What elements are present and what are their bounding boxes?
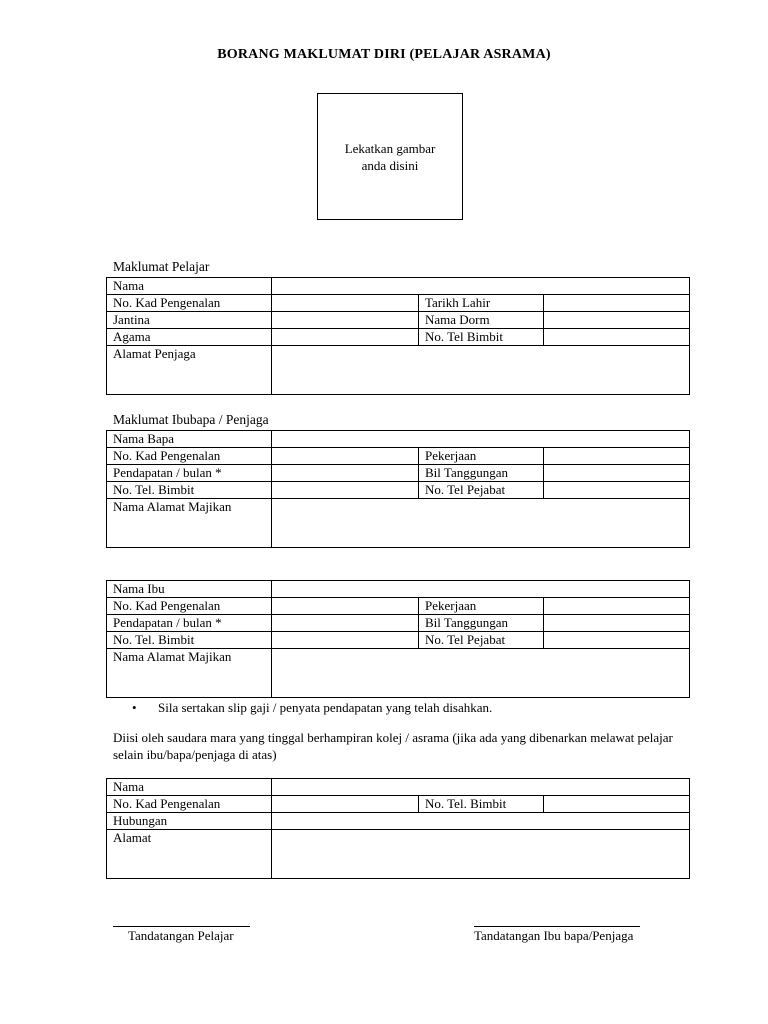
table-row <box>107 346 690 395</box>
bullet-icon: • <box>132 700 137 715</box>
field-guardian-address[interactable] <box>272 346 690 395</box>
label-mother-mobile: No. Tel. Bimbit <box>107 632 272 649</box>
table-row <box>107 295 690 312</box>
field-father-job[interactable] <box>544 448 690 465</box>
field-mother-dependents[interactable] <box>544 615 690 632</box>
field-religion[interactable] <box>272 329 419 346</box>
label-father-ic: No. Kad Pengenalan <box>107 448 272 465</box>
label-father-office: No. Tel Pejabat <box>419 482 544 499</box>
parent-section-heading: Maklumat Ibubapa / Penjaga <box>113 412 269 427</box>
mother-info-table <box>106 580 690 698</box>
relative-instructions: Diisi oleh saudara mara yang tinggal berhampiran kolej / asrama (jika ada yang dibenarkan melawat pelajar selain ibu/bapa/penjaga di atas) <box>113 730 673 762</box>
field-mother-office[interactable] <box>544 632 690 649</box>
field-relative-address[interactable] <box>272 830 690 879</box>
table-row <box>107 581 690 598</box>
table-row <box>107 499 690 548</box>
label-father-mobile: No. Tel. Bimbit <box>107 482 272 499</box>
table-row <box>107 448 690 465</box>
parent-signature-label: Tandatangan Ibu bapa/Penjaga <box>474 928 634 943</box>
field-father-office[interactable] <box>544 482 690 499</box>
field-mother-mobile[interactable] <box>272 632 419 649</box>
label-relative-ic: No. Kad Pengenalan <box>107 796 272 813</box>
form-title: BORANG MAKLUMAT DIRI (PELAJAR ASRAMA) <box>217 47 551 62</box>
field-father-income[interactable] <box>272 465 419 482</box>
label-gender: Jantina <box>107 312 272 329</box>
label-relative-name: Nama <box>107 779 272 796</box>
label-father-job: Pekerjaan <box>419 448 544 465</box>
field-gender[interactable] <box>272 312 419 329</box>
label-father-income: Pendapatan / bulan * <box>107 465 272 482</box>
table-row <box>107 482 690 499</box>
field-dob[interactable] <box>544 295 690 312</box>
student-info-table <box>106 277 690 395</box>
label-mother-office: No. Tel Pejabat <box>419 632 544 649</box>
label-relative-relation: Hubungan <box>107 813 272 830</box>
label-ic: No. Kad Pengenalan <box>107 295 272 312</box>
label-father-name: Nama Bapa <box>107 431 272 448</box>
label-relative-mobile: No. Tel. Bimbit <box>419 796 544 813</box>
student-signature-line[interactable] <box>113 926 250 927</box>
field-dorm[interactable] <box>544 312 690 329</box>
payslip-note-text: Sila sertakan slip gaji / penyata pendapatan yang telah disahkan. <box>158 700 493 715</box>
photo-placeholder-line2: anda disini <box>361 157 419 173</box>
photo-placeholder-box[interactable] <box>317 93 463 220</box>
father-info-table <box>106 430 690 548</box>
table-row <box>107 813 690 830</box>
field-mobile[interactable] <box>544 329 690 346</box>
field-mother-name[interactable] <box>272 581 690 598</box>
field-mother-income[interactable] <box>272 615 419 632</box>
field-nama[interactable] <box>272 278 690 295</box>
payslip-note <box>132 700 492 716</box>
label-dob: Tarikh Lahir <box>419 295 544 312</box>
table-row <box>107 830 690 879</box>
table-row <box>107 329 690 346</box>
student-section-heading: Maklumat Pelajar <box>113 259 210 274</box>
label-father-dependents: Bil Tanggungan <box>419 465 544 482</box>
field-mother-employer[interactable] <box>272 649 690 698</box>
field-father-mobile[interactable] <box>272 482 419 499</box>
field-ic[interactable] <box>272 295 419 312</box>
relative-info-table <box>106 778 690 879</box>
label-religion: Agama <box>107 329 272 346</box>
table-row <box>107 796 690 813</box>
table-row <box>107 779 690 796</box>
table-row <box>107 632 690 649</box>
field-mother-ic[interactable] <box>272 598 419 615</box>
parent-signature-line[interactable] <box>474 926 640 927</box>
field-father-dependents[interactable] <box>544 465 690 482</box>
field-father-ic[interactable] <box>272 448 419 465</box>
table-row <box>107 431 690 448</box>
table-row <box>107 615 690 632</box>
label-mother-ic: No. Kad Pengenalan <box>107 598 272 615</box>
student-signature-label: Tandatangan Pelajar <box>128 928 234 943</box>
table-row <box>107 312 690 329</box>
field-father-name[interactable] <box>272 431 690 448</box>
label-mother-job: Pekerjaan <box>419 598 544 615</box>
label-mother-employer: Nama Alamat Majikan <box>107 649 272 698</box>
label-guardian-address: Alamat Penjaga <box>107 346 272 395</box>
table-row <box>107 598 690 615</box>
table-row <box>107 278 690 295</box>
label-mobile: No. Tel Bimbit <box>419 329 544 346</box>
label-father-employer: Nama Alamat Majikan <box>107 499 272 548</box>
field-mother-job[interactable] <box>544 598 690 615</box>
field-relative-ic[interactable] <box>272 796 419 813</box>
label-mother-dependents: Bil Tanggungan <box>419 615 544 632</box>
label-dorm: Nama Dorm <box>419 312 544 329</box>
label-mother-name: Nama Ibu <box>107 581 272 598</box>
label-relative-address: Alamat <box>107 830 272 879</box>
field-relative-name[interactable] <box>272 779 690 796</box>
photo-placeholder-line1: Lekatkan gambar <box>344 140 436 156</box>
field-relative-mobile[interactable] <box>544 796 690 813</box>
table-row <box>107 465 690 482</box>
field-father-employer[interactable] <box>272 499 690 548</box>
field-relative-relation[interactable] <box>272 813 690 830</box>
table-row <box>107 649 690 698</box>
label-mother-income: Pendapatan / bulan * <box>107 615 272 632</box>
label-nama: Nama <box>107 278 272 295</box>
